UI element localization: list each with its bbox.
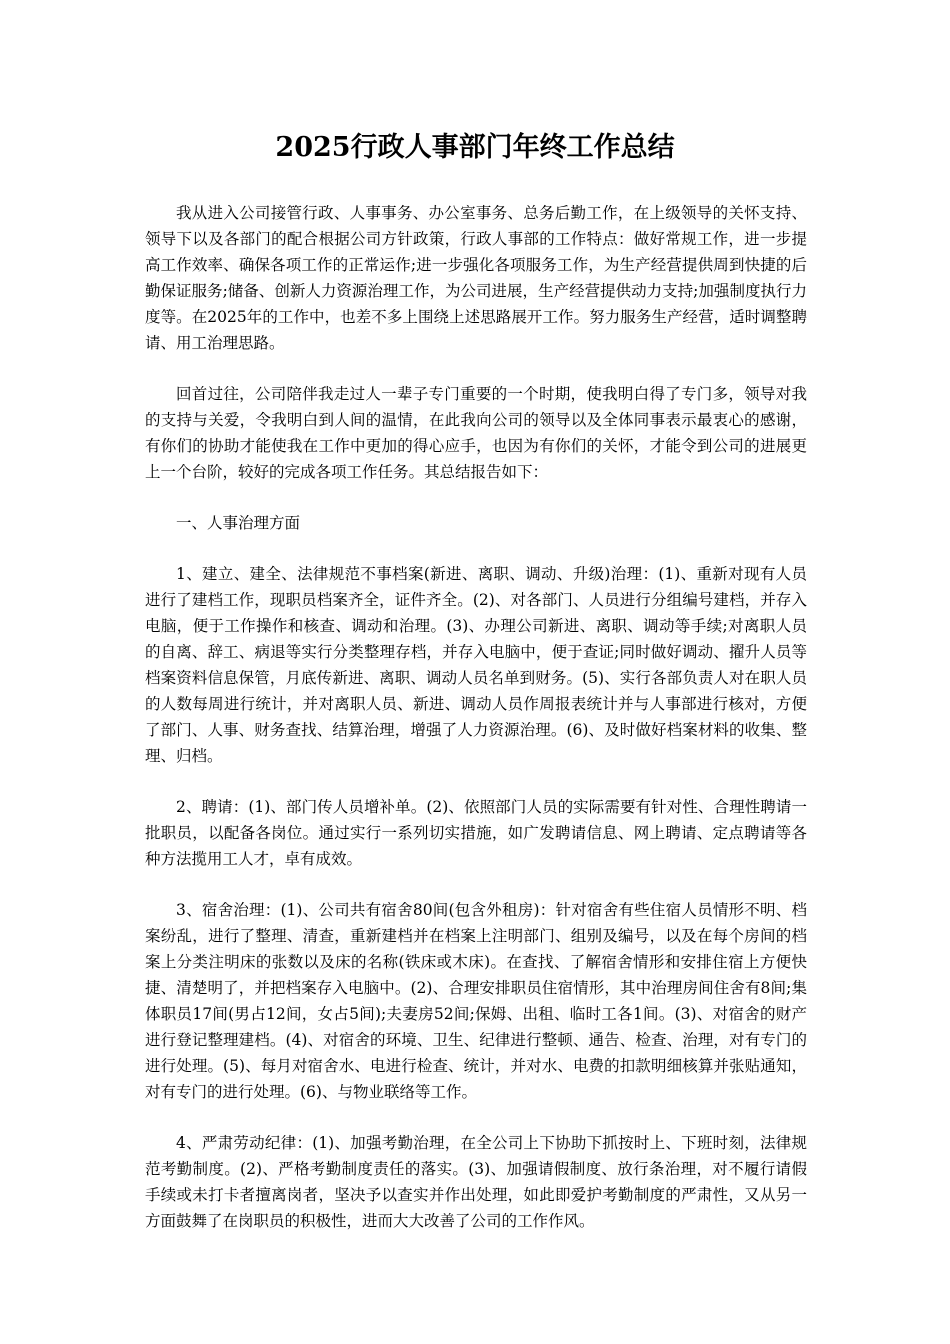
paragraph-records: 1、建立、建全、法律规范不事档案(新进、离职、调动、升级)治理：(1)、重新对现有人员进行了建档工作，现职员档案齐全，证件齐全。(2)、对各部门、人员进行分组编号建档，并存入电脑，便于工作操作和核查、调动和治理。(3)、办理公司新进、离职、调动等手续;对离职人员的自离、辞工、病退等实行分类整理存档，并存入电脑中，便于查证;同时做好调动、擢升人员等档案资料信息保管，月底传新进、离职、调动人员名单到财务。(5)、实行各部负责人对在职人员的人数每周进行统计，并对离职人员、新进、调动人员作周报表统计并与人事部进行核对，方便了部门、人事、财务查找、结算治理，增强了人力资源治理。(6)、及时做好档案材料的收集、整理、归档。 — [145, 565, 807, 765]
paragraph-recruitment: 2、聘请：(1)、部门传人员增补单。(2)、依照部门人员的实际需要有针对性、合理性聘请一批职员，以配备各岗位。通过实行一系列切实措施，如广发聘请信息、网上聘请、定点聘请等各种方法揽用工人才，卓有成效。 — [145, 798, 807, 868]
paragraph-dormitory: 3、宿舍治理：(1)、公司共有宿舍80间(包含外租房)：针对宿舍有些住宿人员情形不明、档案纷乱，进行了整理、清查，重新建档并在档案上注明部门、组别及编号，以及在每个房间的档案上分类注明床的张数以及床的名称(铁床或木床)。在查找、了解宿舍情形和安排住宿上方便快捷、清楚明了，并把档案存入电脑中。(2)、合理安排职员住宿情形，其中治理房间住舍有8间;集体职员17间(男占12间，女占5间);夫妻房52间;保姆、出租、临时工各1间。(3)、对宿舍的财产进行登记整理建档。(4)、对宿舍的环境、卫生、纪律进行整顿、通告、检查、治理，对有专门的进行处理。(5)、每月对宿舍水、电进行检查、统计，并对水、电费的扣款明细核算并张贴通知，对有专门的进行处理。(6)、与物业联络等工作。 — [145, 901, 807, 1101]
paragraph-intro: 我从进入公司接管行政、人事事务、办公室事务、总务后勤工作，在上级领导的关怀支持、领导下以及各部门的配合根据公司方针政策，行政人事部的工作特点：做好常规工作，进一步提高工作效率、确保各项工作的正常运作;进一步强化各项服务工作，为生产经营提供周到快捷的后勤保证服务;储备、创新人力资源治理工作，为公司进展，生产经营提供动力支持;加强制度执行力度等。在2025年的工作中，也差不多上围绕上述思路展开工作。努力服务生产经营，适时调整聘请、用工治理思路。 — [145, 204, 807, 352]
document-title: 2025行政人事部门年终工作总结 — [275, 132, 675, 163]
paragraph-review: 回首过往，公司陪伴我走过人一辈子专门重要的一个时期，使我明白得了专门多，领导对我的支持与关爱，令我明白到人间的温情，在此我向公司的领导以及全体同事表示最衷心的感谢，有你们的协助才能使我在工作中更加的得心应手，也因为有你们的关怀，才能令到公司的进展更上一个台阶，较好的完成各项工作任务。其总结报告如下： — [145, 385, 807, 481]
document-body — [145, 200, 807, 1259]
paragraph-discipline: 4、严肃劳动纪律：(1)、加强考勤治理，在全公司上下协助下抓按时上、下班时刻，法律规范考勤制度。(2)、严格考勤制度责任的落实。(3)、加强请假制度、放行条治理，对不履行请假手续或未打卡者擅离岗者，坚决予以查实并作出处理，如此即爱护考勤制度的严肃性，又从另一方面鼓舞了在岗职员的积极性，进而大大改善了公司的工作作风。 — [145, 1134, 807, 1230]
section-heading-personnel: 一、人事治理方面 — [176, 514, 301, 532]
